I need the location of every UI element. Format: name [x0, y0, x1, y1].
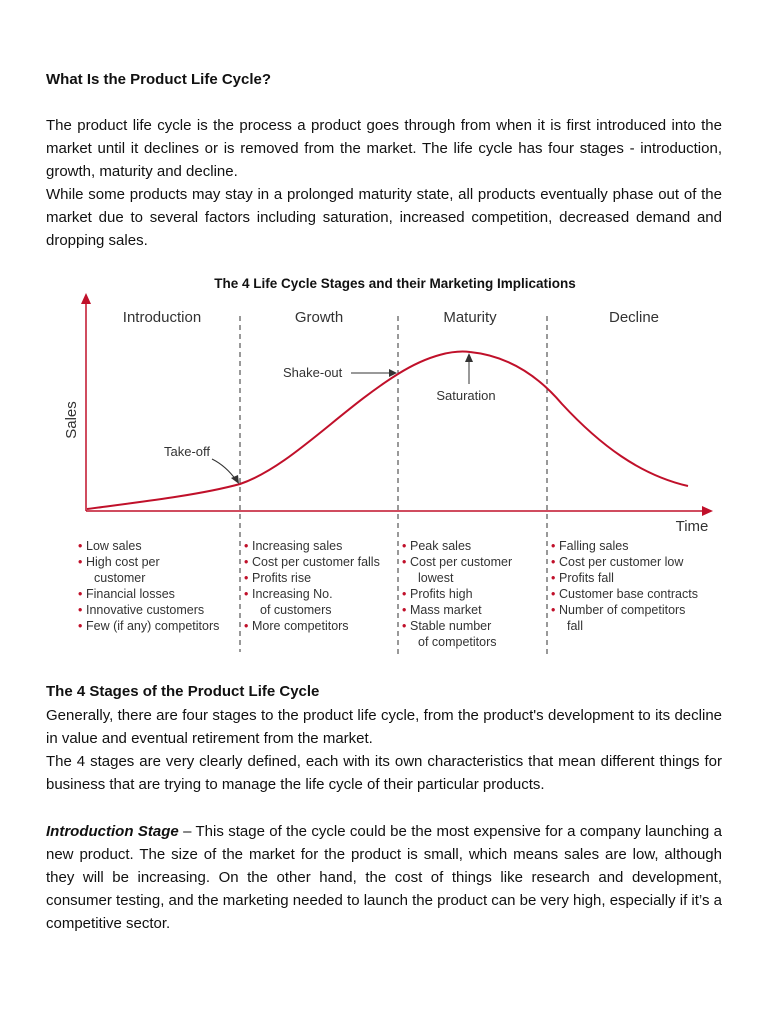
stage-0-bullet-1-line-0: High cost per — [86, 555, 160, 569]
bullet-dot: • — [78, 539, 83, 553]
bullet-dot: • — [551, 555, 556, 569]
takeoff-pointer — [212, 459, 236, 480]
heading-what-is-plc: What Is the Product Life Cycle? — [46, 71, 272, 88]
bullet-dot: • — [78, 619, 83, 633]
stage-2-bullet-4-line-1: of competitors — [418, 635, 497, 649]
bullet-dot: • — [244, 539, 249, 553]
annotation-shakeout: Shake-out — [283, 365, 343, 380]
annotation-saturation: Saturation — [436, 388, 496, 403]
saturation-arrowhead — [465, 353, 473, 362]
bullet-dot: • — [78, 555, 83, 569]
stage-3-bullet-2-line-0: Profits fall — [559, 571, 614, 585]
x-axis-label: Time — [675, 518, 709, 535]
bullet-dot: • — [78, 587, 83, 601]
stage-2-bullet-4-line-0: Stable number — [410, 619, 492, 633]
takeoff-arrowhead — [231, 475, 239, 484]
stage-2-bullet-3-line-0: Mass market — [410, 603, 482, 617]
sales-curve — [87, 352, 688, 509]
stage-2-bullet-1-line-1: lowest — [418, 571, 454, 585]
introduction-stage-body: – This stage of the cycle could be the most expensive for a company launching a new product. The size of the market for the product is small, which means sales are low, although they will be increasing. On the other hand, the cost of things like research and development, consumer testing, and the marketing needed to launch the product can be very high, especially if it’s a competitive sector. — [46, 823, 722, 932]
stage-0-bullet-0-line-0: Low sales — [86, 539, 142, 553]
stage-3-bullet-4-line-0: Number of competitors — [559, 603, 686, 617]
stage-0-bullet-3-line-0: Innovative customers — [86, 603, 205, 617]
stage-name-decline: Decline — [608, 309, 660, 326]
stage-0-bullet-2-line-0: Financial losses — [86, 587, 175, 601]
stage-1-bullet-3-line-0: Increasing No. — [252, 587, 333, 601]
stage-2-bullet-1-line-0: Cost per customer — [410, 555, 513, 569]
intro-paragraph-2: While some products may stay in a prolonged maturity state, all products eventually phase out of the market due to several factors including saturation, increased competition, decreased demand and dropping sales. — [46, 186, 722, 249]
stage-1-bullet-0-line-0: Increasing sales — [252, 539, 343, 553]
stage-1-bullet-3-line-1: of customers — [260, 603, 332, 617]
stage-3-bullet-3-line-0: Customer base contracts — [559, 587, 698, 601]
stage-0-bullet-4-line-0: Few (if any) competitors — [86, 619, 220, 633]
stage-3-bullet-0-line-0: Falling sales — [559, 539, 629, 553]
bullet-dot: • — [402, 587, 407, 601]
bullet-dot: • — [551, 539, 556, 553]
heading-4-stages: The 4 Stages of the Product Life Cycle — [46, 683, 320, 700]
intro-text — [46, 114, 722, 252]
introduction-stage-text — [46, 820, 722, 935]
stage-3-bullet-4-line-1: fall — [567, 619, 583, 633]
stages-paragraph-2: The 4 stages are very clearly defined, each with its own characteristics that mean different things for business that are trying to manage the life cycle of their particular products. — [46, 753, 722, 793]
stages-paragraph-1: Generally, there are four stages to the product life cycle, from the product's development to its decline in value and eventual retirement from the market. — [46, 707, 722, 747]
bullet-dot: • — [244, 555, 249, 569]
bullet-dot: • — [402, 539, 407, 553]
chart-title: The 4 Life Cycle Stages and their Marketing Implications — [214, 276, 576, 291]
stage-2-bullet-2-line-0: Profits high — [410, 587, 473, 601]
bullet-dot: • — [78, 603, 83, 617]
stage-bullet-lists — [78, 539, 698, 649]
y-axis-arrow — [81, 293, 91, 304]
bullet-dot: • — [551, 571, 556, 585]
stages-text — [46, 704, 722, 796]
y-axis-label: Sales — [63, 401, 80, 439]
introduction-stage-paragraph — [46, 820, 722, 935]
stage-1-bullet-4-line-0: More competitors — [252, 619, 349, 633]
life-cycle-chart — [0, 290, 768, 660]
stage-3-bullet-1-line-0: Cost per customer low — [559, 555, 684, 569]
stage-2-bullet-0-line-0: Peak sales — [410, 539, 472, 553]
stage-name-introduction: Introduction — [122, 309, 202, 326]
intro-paragraph-1: The product life cycle is the process a product goes through from when it is first introduced into the market until it declines or is removed from the market. The life cycle has four stages - introduction, growth, maturity and decline. — [46, 117, 722, 180]
bullet-dot: • — [402, 619, 407, 633]
introduction-stage-label: Introduction Stage — [46, 823, 179, 840]
bullet-dot: • — [244, 619, 249, 633]
bullet-dot: • — [551, 587, 556, 601]
annotation-takeoff: Take-off — [164, 444, 211, 459]
bullet-dot: • — [244, 571, 249, 585]
stage-1-bullet-1-line-0: Cost per customer falls — [252, 555, 380, 569]
bullet-dot: • — [402, 555, 407, 569]
bullet-dot: • — [244, 587, 249, 601]
stage-name-maturity: Maturity — [443, 309, 497, 326]
x-axis-arrow — [702, 506, 713, 516]
stage-1-bullet-2-line-0: Profits rise — [252, 571, 312, 585]
stage-name-growth: Growth — [294, 309, 344, 326]
bullet-dot: • — [551, 603, 556, 617]
stage-0-bullet-1-line-1: customer — [94, 571, 146, 585]
bullet-dot: • — [402, 603, 407, 617]
